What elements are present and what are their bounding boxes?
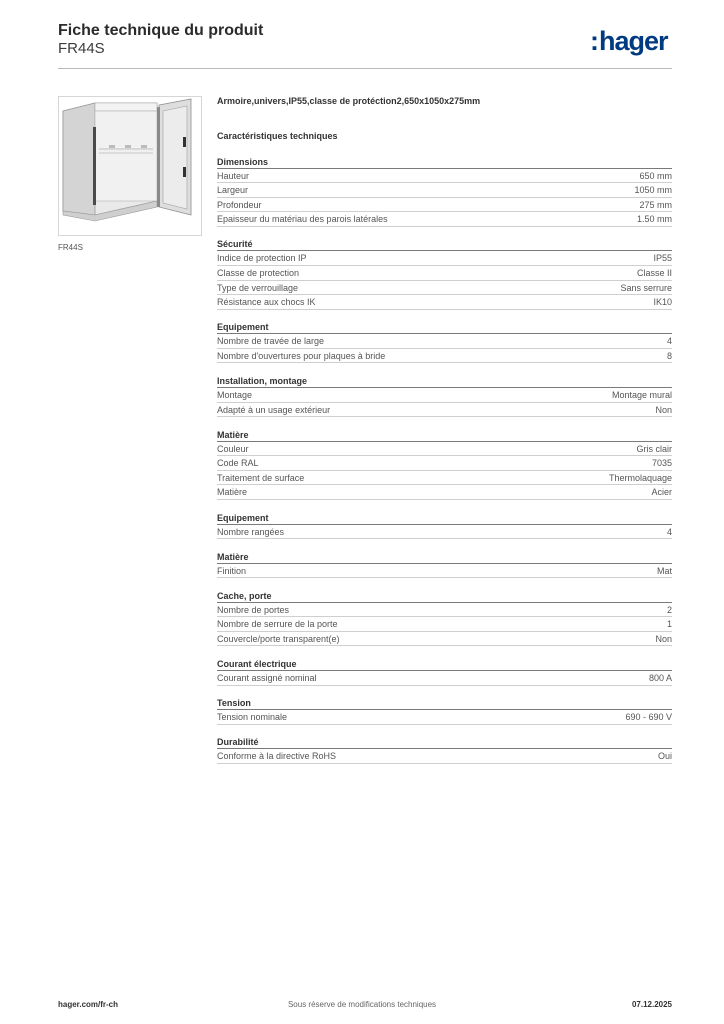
spec-row	[217, 564, 672, 579]
spec-row	[217, 334, 672, 349]
spec-row	[217, 251, 672, 266]
spec-row	[217, 671, 672, 686]
footer-date: 07.12.2025	[631, 1000, 672, 1009]
spec-label: Nombre rangées	[217, 526, 285, 537]
spec-row	[217, 632, 672, 647]
spec-label: Finition	[217, 565, 247, 576]
spec-value: Gris clair	[636, 443, 672, 454]
spec-row	[217, 603, 672, 618]
spec-label: Classe de protection	[217, 267, 300, 278]
spec-value: 2	[666, 604, 672, 615]
spec-label: Largeur	[217, 185, 249, 196]
spec-label: Epaisseur du matériau des parois latérales	[217, 214, 388, 225]
spec-row	[217, 281, 672, 296]
spec-row	[217, 525, 672, 540]
spec-section	[217, 696, 672, 725]
spec-label: Couvercle/porte transparent(e)	[217, 633, 340, 644]
spec-value: Montage mural	[611, 389, 672, 400]
spec-sections	[217, 155, 672, 764]
spec-value: Oui	[657, 751, 672, 762]
spec-label: Hauteur	[217, 170, 250, 181]
spec-row	[217, 198, 672, 213]
spec-row	[217, 349, 672, 364]
spec-label: Indice de protection IP	[217, 253, 307, 264]
product-code: FR44S	[58, 40, 105, 57]
spec-row	[217, 471, 672, 486]
spec-section	[217, 657, 672, 686]
section-title: Courant électrique	[217, 657, 672, 671]
footer-website[interactable]: hager.com/fr-ch	[58, 1000, 119, 1009]
spec-section	[217, 320, 672, 363]
spec-row	[217, 749, 672, 764]
spec-section	[217, 428, 672, 500]
spec-row	[217, 442, 672, 457]
spec-label: Conforme à la directive RoHS	[217, 751, 337, 762]
spec-value: 1050 mm	[634, 185, 672, 196]
spec-section	[217, 735, 672, 764]
spec-section	[217, 155, 672, 227]
section-title: Equipement	[217, 320, 672, 334]
spec-row	[217, 266, 672, 281]
spec-label: Adapté à un usage extérieur	[217, 404, 331, 415]
spec-value: 650 mm	[639, 170, 672, 181]
spec-label: Nombre de travée de large	[217, 336, 325, 347]
spec-row	[217, 212, 672, 227]
spec-value: IP55	[653, 253, 672, 264]
section-title: Dimensions	[217, 155, 672, 169]
image-caption: FR44S	[58, 243, 83, 252]
specifications	[217, 95, 672, 764]
spec-label: Résistance aux chocs IK	[217, 297, 316, 308]
spec-label: Profondeur	[217, 199, 262, 210]
spec-row	[217, 485, 672, 500]
spec-label: Montage	[217, 389, 253, 400]
spec-label: Code RAL	[217, 458, 259, 469]
spec-row	[217, 169, 672, 184]
spec-label: Courant assigné nominal	[217, 672, 317, 683]
spec-value: 4	[666, 336, 672, 347]
spec-section	[217, 550, 672, 579]
section-title: Tension	[217, 696, 672, 710]
logo-text: hager	[599, 26, 668, 56]
spec-row	[217, 388, 672, 403]
section-title: Installation, montage	[217, 374, 672, 388]
product-image	[58, 96, 202, 236]
spec-section	[217, 589, 672, 647]
section-title: Matière	[217, 550, 672, 564]
spec-value: 4	[666, 526, 672, 537]
spec-value: 1	[666, 619, 672, 630]
spec-label: Type de verrouillage	[217, 282, 299, 293]
spec-value: Classe II	[636, 267, 672, 278]
spec-label: Matière	[217, 487, 248, 498]
header-divider	[58, 68, 672, 69]
spec-value: IK10	[653, 297, 672, 308]
spec-row	[217, 617, 672, 632]
spec-row	[217, 183, 672, 198]
spec-value: Sans serrure	[620, 282, 672, 293]
spec-value: 275 mm	[639, 199, 672, 210]
page-title: Fiche technique du produit	[58, 22, 264, 39]
spec-section	[217, 374, 672, 417]
spec-label: Tension nominale	[217, 712, 288, 723]
spec-value: Non	[655, 404, 672, 415]
spec-section	[217, 237, 672, 309]
section-title: Sécurité	[217, 237, 672, 251]
section-title: Equipement	[217, 511, 672, 525]
spec-value: 800 A	[648, 672, 672, 683]
spec-value: 8	[666, 350, 672, 361]
spec-value: Thermolaquage	[608, 472, 672, 483]
spec-value: Non	[655, 633, 672, 644]
spec-label: Nombre de serrure de la porte	[217, 619, 338, 630]
spec-label: Nombre d'ouvertures pour plaques à bride	[217, 350, 386, 361]
footer-notice: Sous réserve de modifications techniques	[287, 1000, 437, 1009]
enclosure-illustration	[59, 97, 201, 235]
product-description: Armoire,univers,IP55,classe de protéction2,650x1050x275mm	[217, 96, 481, 106]
spec-value: 690 - 690 V	[625, 712, 672, 723]
spec-row	[217, 295, 672, 310]
spec-label: Nombre de portes	[217, 604, 290, 615]
spec-value: Mat	[656, 565, 672, 576]
spec-value: 1.50 mm	[636, 214, 672, 225]
spec-row	[217, 403, 672, 418]
section-title: Durabilité	[217, 735, 672, 749]
section-title: Cache, porte	[217, 589, 672, 603]
spec-value: Acier	[651, 487, 672, 498]
spec-value: 7035	[651, 458, 672, 469]
section-title: Matière	[217, 428, 672, 442]
characteristics-heading: Caractéristiques techniques	[217, 131, 338, 141]
spec-label: Traitement de surface	[217, 472, 305, 483]
spec-label: Couleur	[217, 443, 249, 454]
spec-row	[217, 710, 672, 725]
spec-section	[217, 511, 672, 540]
hager-logo: :hager	[590, 26, 668, 56]
spec-row	[217, 456, 672, 471]
